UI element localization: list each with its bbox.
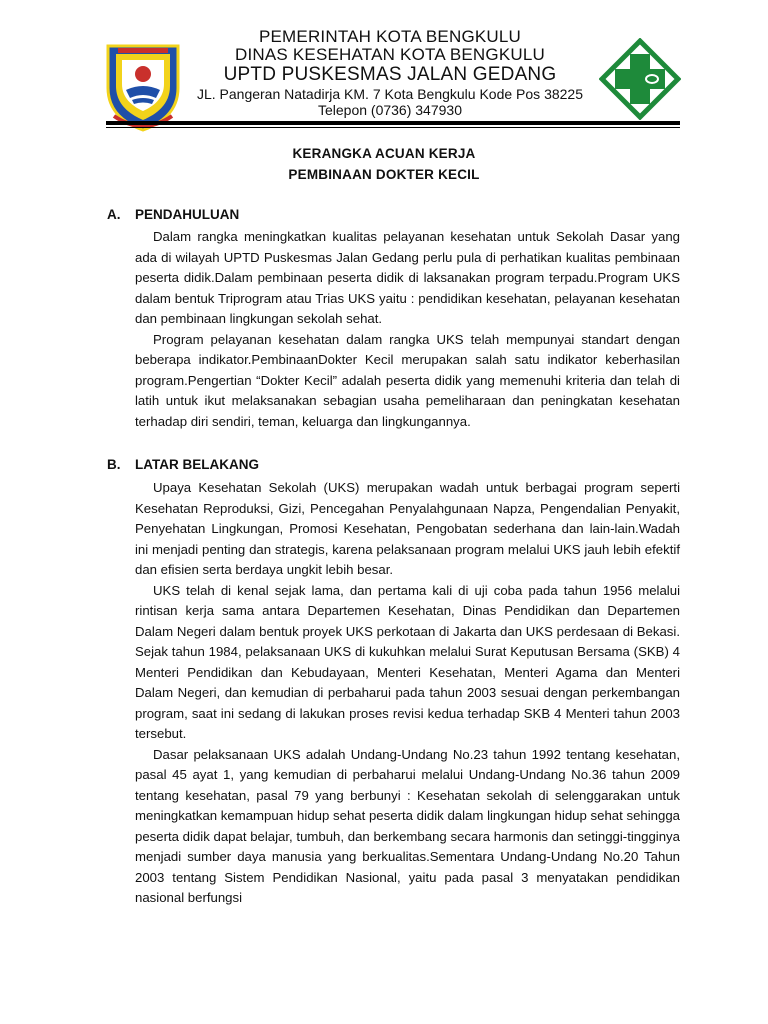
section-body — [135, 478, 680, 909]
phone: Telepon (0736) 347930 — [317, 102, 462, 118]
letterhead-rule-thin — [106, 127, 680, 128]
health-office-name: DINAS KESEHATAN KOTA BENGKULU — [235, 45, 545, 64]
section-heading — [107, 207, 239, 222]
section-number: A. — [107, 207, 121, 222]
bengkulu-city-emblem-icon — [104, 40, 182, 132]
section-heading — [107, 457, 259, 472]
letterhead — [0, 22, 768, 122]
paragraph: Dasar pelaksanaan UKS adalah Undang-Undang No.23 tahun 1992 tentang kesehatan, pasal 45 ayat 1, yang kemudian di perbaharui melalui Undang-Undang No.36 tahun 2009 tentang kesehatan, pasal 79 yang berbunyi : Kesehatan sekolah di selenggarakan untuk meningkatkan kemampuan hidup sehat peserta didik dalam lingkungan hidup sehat sehingga peserta didik dapat belajar, tumbuh, dan berkembang secara harmonis dan setinggi-tingginya menjadi sumber daya manusia yang berkualitas.Sementara Undang-Undang No.20 Tahun 2003 tentang Sistem Pendidikan Nasional, yaitu pada pasal 3 menyatakan pendidikan nasional berfungsi — [135, 746, 680, 905]
document-title: KERANGKA ACUAN KERJA — [292, 146, 476, 161]
section-title: PENDAHULUAN — [135, 207, 240, 222]
puskesmas-name: UPTD PUSKESMAS JALAN GEDANG — [223, 64, 557, 85]
section-title: LATAR BELAKANG — [135, 457, 259, 472]
paragraph: Dalam rangka meningkatkan kualitas pelayanan kesehatan untuk Sekolah Dasar yang ada di wilayah UPTD Puskesmas Jalan Gedang perlu pula di perhatikan kualitas pembinaan peserta didik.Dalam pembinaan peserta didik di laksanakan program terpadu.Program UKS dalam bentuk Triprogram atau Trias UKS yaitu : pendidikan kesehatan, pelayanan kesehatan dan pembinaan lingkungan sekolah sehat. — [135, 229, 680, 326]
paragraph: Program pelayanan kesehatan dalam rangka UKS telah mempunyai standart dengan beberapa indikator.PembinaanDokter Kecil merupakan salah satu indikator keberhasilan program.Pengertian “Dokter Kecil” adalah peserta didik yang memenuhi kriteria dan telah di latih untuk ikut melaksanakan sebagian usaha pemeliharaan dan peningkatan kesehatan terhadap diri sendiri, teman, keluarga dan lingkungannya. — [135, 331, 680, 429]
address: JL. Pangeran Natadirja KM. 7 Kota Bengkulu Kode Pos 38225 — [196, 86, 584, 102]
government-name: PEMERINTAH KOTA BENGKULU — [258, 27, 522, 46]
puskesmas-cross-icon — [599, 38, 681, 120]
letterhead-text — [180, 28, 600, 118]
paragraph: Upaya Kesehatan Sekolah (UKS) merupakan wadah untuk berbagai program seperti Kesehatan Reproduksi, Gizi, Pencegahan Penyalahgunaan Napza, Pengendalian Penyakit, Penyehatan Lingkungan, Promosi Kesehatan, Pengobatan sederhana dan lain-lain.Wadah ini menjadi penting dan strategis, karena pelaksanaan program melalui UKS jauh lebih efektif dan efisien serta berdaya ungkit lebih besar. — [135, 480, 680, 577]
section-body — [135, 227, 680, 432]
paragraph: UKS telah di kenal sejak lama, dan pertama kali di uji coba pada tahun 1956 melalui rintisan kerja sama antara Departemen Kesehatan, Dinas Pendidikan dan Departemen Dalam Negeri dalam bentuk proyek UKS perkotaan di Jakarta dan UKS perdesaan di Bekasi. Sejak tahun 1984, pelaksanaan UKS di kukuhkan melalui Surat Keputusan Bersama (SKB) 4 Menteri Pendidikan dan Kebudayaan, Menteri Kesehatan, Menteri Agama dan Menteri Dalam Negeri, dan kemudian di perbaharui pada tahun 2003 sesuai dengan perkembangan program, saat ini sedang di lakukan proses revisi kedua terhadap SKB 4 Menteri tahun 2003 tersebut. — [135, 582, 680, 741]
letterhead-rule-thick — [106, 121, 680, 125]
document-subtitle: PEMBINAAN DOKTER KECIL — [288, 167, 480, 182]
section-number: B. — [107, 457, 121, 472]
